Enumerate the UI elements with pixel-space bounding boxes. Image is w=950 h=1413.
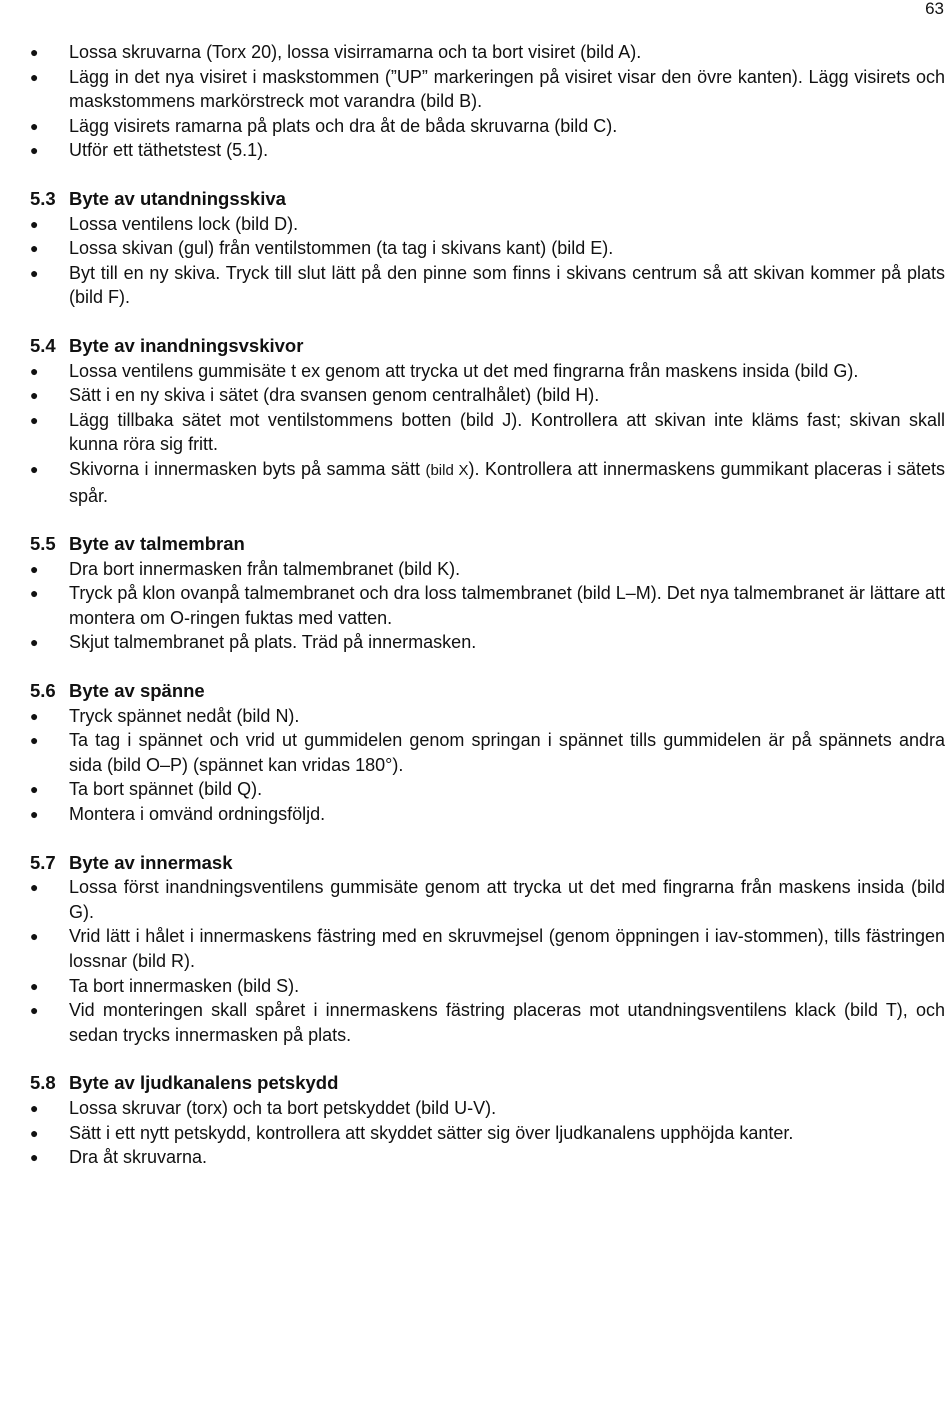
list-item-text: Lossa ventilens lock (bild D). (69, 213, 299, 234)
section-number: 5.4 (30, 334, 56, 356)
section-list (30, 704, 945, 827)
list-item (30, 777, 945, 802)
list-item (30, 261, 945, 310)
section-number: 5.6 (30, 680, 56, 702)
section-list (30, 212, 945, 310)
list-item-text: Lägg visirets ramarna på plats och dra åt de båda skruvarna (bild C). (69, 115, 618, 136)
section-heading (30, 851, 945, 876)
list-item (30, 802, 945, 827)
list-item-text: Skjut talmembranet på plats. Träd på innermasken. (69, 632, 477, 653)
list-item-text: Montera i omvänd ordningsföljd. (69, 804, 326, 825)
list-item (30, 1145, 945, 1170)
list-item (30, 557, 945, 582)
list-item (30, 359, 945, 384)
list-item-text: Vrid lätt i hålet i innermaskens fästring med en skruvmejsel (genom öppningen i iav-stommen), tills fästringen lossnar (bild R). (69, 926, 945, 971)
section-number: 5.3 (30, 187, 56, 209)
section-heading (30, 334, 945, 359)
bullet-icon: ● (30, 928, 39, 945)
document-body (30, 40, 945, 1170)
list-item-text: Dra åt skruvarna. (69, 1147, 208, 1168)
section-number: 5.5 (30, 533, 56, 555)
list-item-text-small: (bild X (425, 461, 469, 479)
bullet-icon: ● (30, 460, 39, 477)
section-list (30, 557, 945, 655)
bullet-icon: ● (30, 806, 39, 823)
list-item-text: Ta bort innermasken (bild S). (69, 975, 300, 996)
section-title: Byte av ljudkanalens petskydd (69, 1072, 339, 1094)
list-item (30, 581, 945, 630)
list-item (30, 728, 945, 777)
list-item-text: Lossa skruvar (torx) och ta bort petskyddet (bild U-V). (69, 1097, 497, 1118)
section-5-5 (30, 532, 945, 655)
list-item (30, 114, 945, 139)
bullet-icon: ● (30, 585, 39, 602)
bullet-icon: ● (30, 732, 39, 749)
bullet-icon: ● (30, 411, 39, 428)
list-item (30, 924, 945, 973)
bullet-icon: ● (30, 362, 39, 379)
bullet-icon: ● (30, 240, 39, 257)
list-item-text: Ta tag i spännet och vrid ut gummidelen genom springan i spännet tills gummidelen är på spännets andra sida (bild O–P) (spännet kan vridas 180°). (69, 730, 945, 775)
list-item-text: Lägg tillbaka sätet mot ventilstommens botten (bild J). Kontrollera att skivan inte kläms fast; skivan skall kunna röra sig fritt. (69, 409, 945, 455)
section-number: 5.8 (30, 1072, 56, 1094)
section-number: 5.7 (30, 851, 56, 873)
bullet-icon: ● (30, 781, 39, 798)
bullet-icon: ● (30, 879, 39, 896)
list-item (30, 974, 945, 999)
section-heading (30, 187, 945, 212)
bullet-icon: ● (30, 264, 39, 281)
list-item-text: Lossa först inandningsventilens gummisäte genom att trycka ut det med fingrarna från maskens insida (bild G). (69, 877, 945, 922)
section-heading (30, 532, 945, 557)
list-item (30, 998, 945, 1047)
section-title: Byte av talmembran (69, 533, 245, 555)
list-item-text: Ta bort spännet (bild Q). (69, 779, 263, 800)
list-item (30, 383, 945, 408)
bullet-icon: ● (30, 215, 39, 232)
section-list (30, 359, 945, 509)
list-item (30, 457, 945, 508)
section-5-3 (30, 187, 945, 310)
list-item-text: Sätt i en ny skiva i sätet (dra svansen genom centralhålet) (bild H). (69, 385, 600, 406)
list-item-text-part: Skivorna i innermasken byts på samma sätt (69, 458, 426, 479)
bullet-icon: ● (30, 44, 39, 60)
list-item-text: Lossa ventilens gummisäte t ex genom att trycka ut det med fingrarna från maskens insida (bild G). (69, 360, 859, 381)
bullet-icon: ● (30, 1149, 39, 1166)
section-list (30, 875, 945, 1047)
intro-list (30, 40, 945, 163)
list-item-text: Byt till en ny skiva. Tryck till slut lätt på den pinne som finns i skivans centrum så att skivan kommer på plats (bild F). (69, 262, 945, 308)
list-item (30, 875, 945, 924)
section-5-6 (30, 679, 945, 827)
bullet-icon: ● (30, 142, 39, 159)
list-item (30, 40, 945, 65)
list-item-text: Lossa skivan (gul) från ventilstommen (ta tag i skivans kant) (bild E). (69, 238, 614, 259)
list-item-text: Vid monteringen skall spåret i innermaskens fästring placeras mot utandningsventilens klack (bild T), och sedan trycks innermasken på plats. (69, 1000, 945, 1045)
bullet-icon: ● (30, 117, 39, 134)
section-5-8 (30, 1071, 945, 1169)
list-item (30, 630, 945, 655)
list-item-text: Tryck spännet nedåt (bild N). (69, 705, 300, 726)
list-item-text: Dra bort innermasken från talmembranet (bild K). (69, 558, 461, 579)
list-item-text: Lägg in det nya visiret i maskstommen (”UP” markeringen på visiret visar den övre kanten). Lägg visirets och maskstommens markörstreck mot varandra (bild B). (69, 66, 945, 112)
list-item (30, 236, 945, 261)
section-5-7 (30, 851, 945, 1048)
bullet-icon: ● (30, 707, 39, 724)
section-heading (30, 679, 945, 704)
section-title: Byte av inandningsvskivor (69, 334, 304, 356)
list-item-text: Lossa skruvarna (Torx 20), lossa visirramarna och ta bort visiret (bild A). (69, 42, 642, 62)
section-title: Byte av utandningsskiva (69, 187, 286, 209)
bullet-icon: ● (30, 560, 39, 577)
list-item (30, 138, 945, 163)
list-item-text: Tryck på klon ovanpå talmembranet och dra loss talmembranet (bild L–M). Det nya talmembranet är lättare att montera om O-ringen fuktas med vatten. (69, 583, 945, 628)
list-item (30, 1121, 945, 1146)
list-item (30, 704, 945, 729)
list-item-text: Utför ett täthetstest (5.1). (69, 140, 269, 161)
section-5-4 (30, 334, 945, 508)
list-item-text-part: ). Kontrollera att innermaskens gummikant placeras i sätets spår. (69, 458, 945, 506)
section-title: Byte av innermask (69, 851, 233, 873)
bullet-icon: ● (30, 977, 39, 994)
bullet-icon: ● (30, 1099, 39, 1116)
bullet-icon: ● (30, 68, 39, 85)
bullet-icon: ● (30, 387, 39, 404)
list-item (30, 212, 945, 237)
bullet-icon: ● (30, 1124, 39, 1141)
bullet-icon: ● (30, 634, 39, 651)
list-item (30, 65, 945, 114)
list-item (30, 408, 945, 457)
section-title: Byte av spänne (69, 680, 205, 702)
list-item-text: Sätt i ett nytt petskydd, kontrollera att skyddet sätter sig över ljudkanalens upphöjda kanter. (69, 1122, 794, 1143)
section-heading (30, 1071, 945, 1096)
list-item (30, 1096, 945, 1121)
bullet-icon: ● (30, 1002, 39, 1019)
section-list (30, 1096, 945, 1170)
page-number: 63 (925, 0, 944, 18)
list-item-text (69, 459, 945, 506)
